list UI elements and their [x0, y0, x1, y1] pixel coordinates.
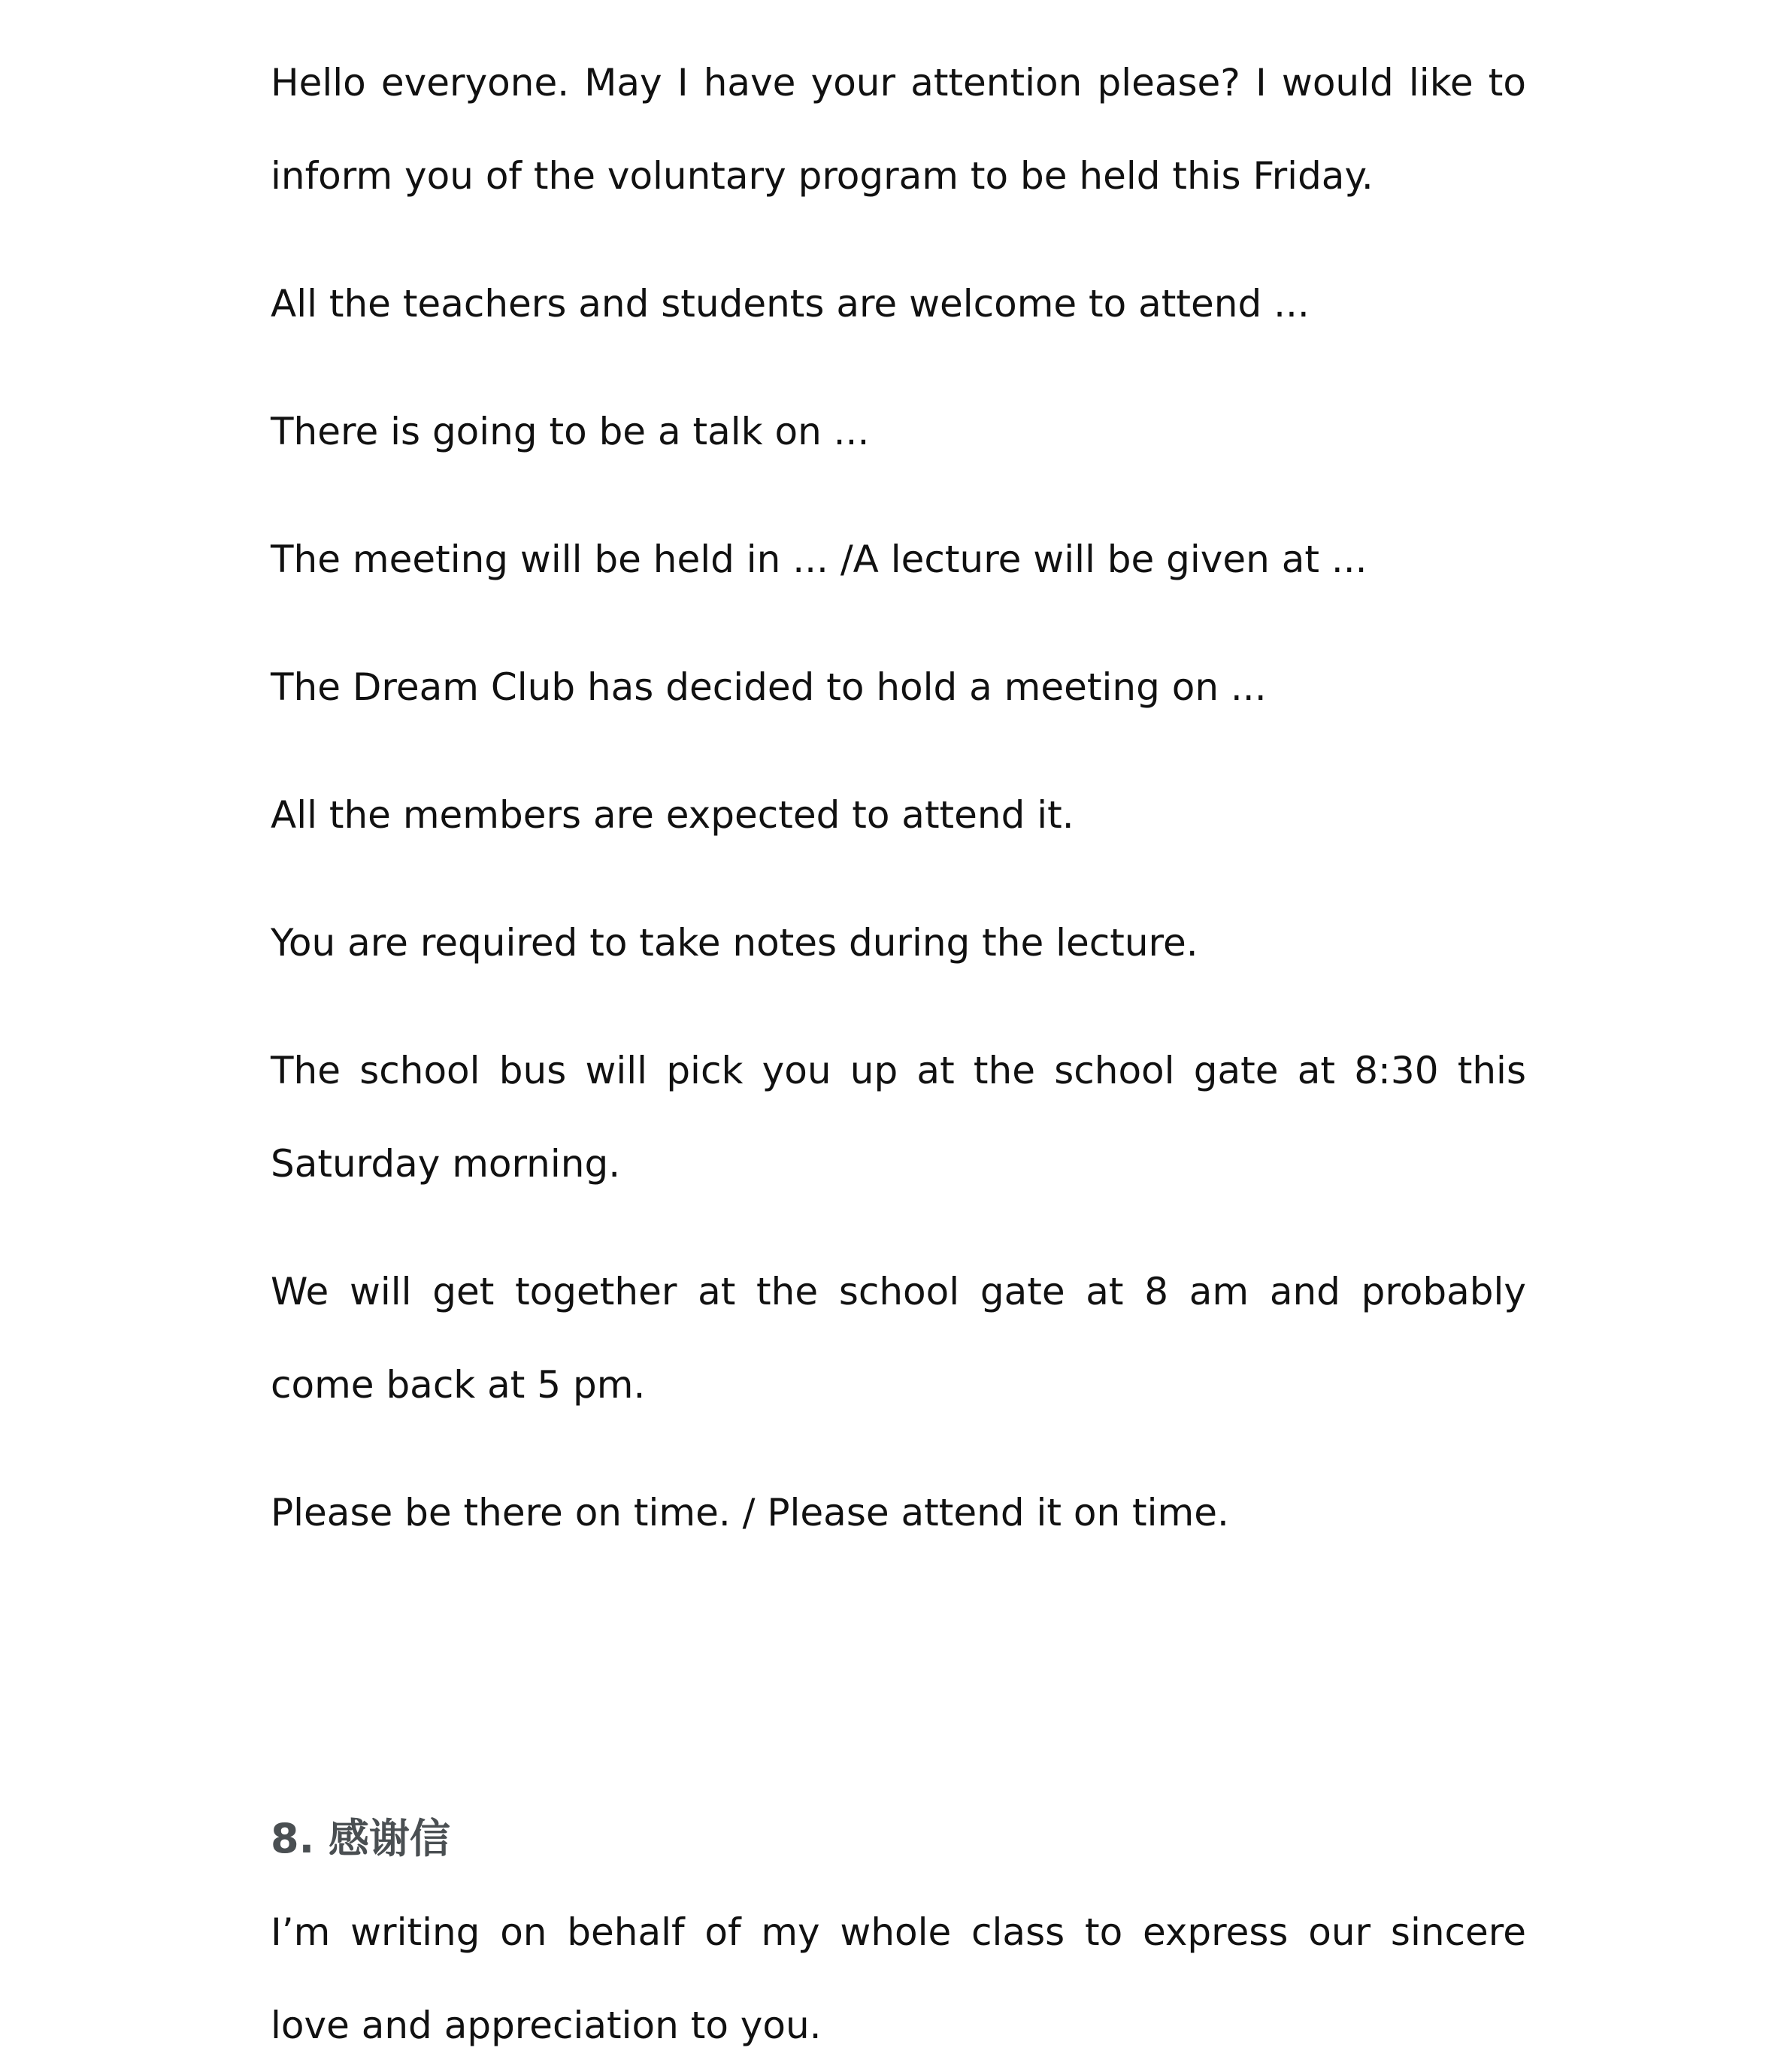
paragraph-dream-club: The Dream Club has decided to hold a meeting on ...	[271, 665, 1267, 709]
paragraph-meeting-lecture: The meeting will be held in ... /A lecture will be given at ...	[271, 538, 1367, 581]
paragraph-talk: There is going to be a talk on ...	[271, 410, 870, 453]
section-heading: 8. 感谢信	[271, 1815, 450, 1862]
document-body	[271, 36, 1526, 2072]
paragraph-notes: You are required to take notes during the lecture.	[271, 921, 1198, 965]
paragraph-welcome: All the teachers and students are welcome to attend ...	[271, 282, 1310, 326]
paragraph-on-time: Please be there on time. / Please attend it on time.	[271, 1491, 1229, 1534]
paragraph-thank-you: I’m writing on behalf of my whole class to express our sincere love and appreciation to you.	[271, 1910, 1526, 2047]
paragraph-attention: Hello everyone. May I have your attention please? I would like to inform you of the voluntary program to be held this Friday.	[271, 61, 1526, 198]
paragraph-members: All the members are expected to attend it.	[271, 793, 1074, 837]
paragraph-school-bus: The school bus will pick you up at the school gate at 8:30 this Saturday morning.	[271, 1049, 1526, 1186]
paragraph-get-together: We will get together at the school gate at 8 am and probably come back at 5 pm.	[271, 1270, 1526, 1407]
